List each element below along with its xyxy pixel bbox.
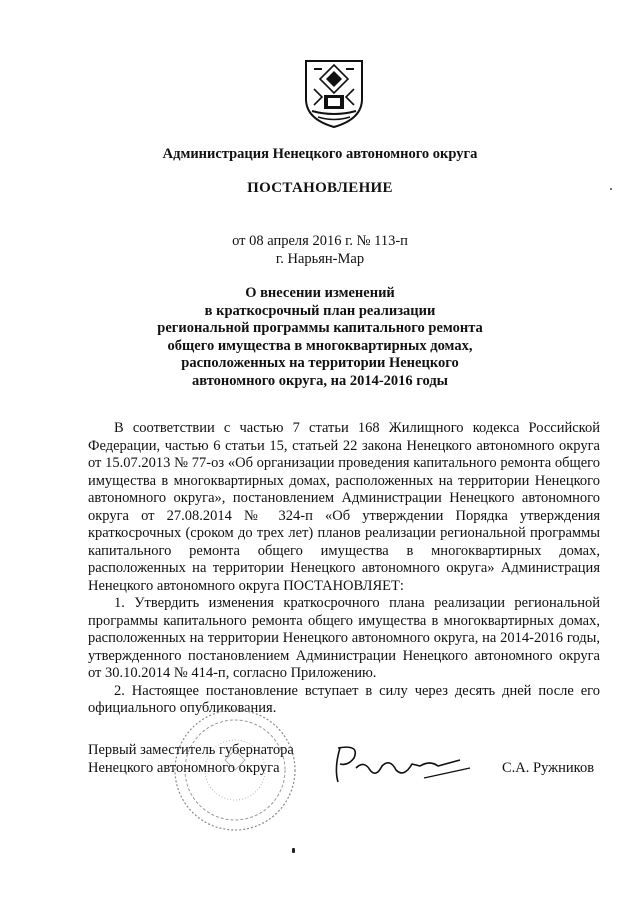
- title-line: расположенных на территории Ненецкого: [181, 355, 459, 371]
- title-line: автономного округа, на 2014-2016 годы: [191, 372, 448, 389]
- signer-name: С.А. Ружников: [502, 760, 595, 776]
- document-type: ПОСТАНОВЛЕНИЕ: [247, 180, 393, 196]
- place-line: г. Нарьян-Мар: [275, 251, 365, 267]
- date-number-block: [0, 232, 640, 268]
- title-line: региональной программы капитального ремонта: [157, 320, 483, 336]
- scan-mark: [292, 848, 295, 853]
- title-line: О внесении изменений: [245, 285, 395, 301]
- signer-position: [88, 742, 294, 777]
- date-number-line: от 08 апреля 2016 г. № 113-п: [232, 233, 408, 249]
- document-title: [150, 285, 490, 390]
- title-line: в краткосрочный план реализации: [204, 302, 436, 319]
- clause-paragraph: 2. Настоящее постановление вступает в силу через десять дней после его официального опубликования.: [88, 682, 600, 716]
- title-line: общего имущества в многоквартирных домах,: [167, 337, 473, 354]
- signer-position-line: Первый заместитель губернатора: [88, 742, 294, 758]
- preamble-paragraph: В соответствии с частью 7 статьи 168 Жилищного кодекса Российской Федерации, частью 6 статьи 15, статьей 22 закона Ненецкого автономного округа от 15.07.2013 № 77-оз «Об организации проведения капитального ремонта общего имущества в многоквартирных домах, расположенных на территории Ненецкого автономного округа», постановлением Администрации Ненецкого автономного округа от 27.08.2014 № 324-п «Об утверждении Порядка утверждения краткосрочных (сроком до трех лет) планов реализации региональной программы капитального ремонта общего имущества в многоквартирных домах, расположенных на территории Ненецкого автономного округа» Администрация Ненецкого автономного округа ПОСТАНОВЛЯЕТ:: [88, 420, 600, 594]
- handwritten-signature: [320, 738, 480, 788]
- scan-mark: [610, 188, 612, 190]
- signer-position-line: Ненецкого автономного округа: [88, 759, 280, 776]
- organization-name: Администрация Ненецкого автономного округа: [162, 146, 478, 162]
- document-body: [88, 420, 600, 718]
- clause-paragraph: 1. Утвердить изменения краткосрочного плана реализации региональной программы капитального ремонта общего имущества в многоквартирных домах, расположенных на территории Ненецкого автономного округа, на 2014-2016 годы, утвержденного постановлением Администрации Ненецкого автономного округа от 30.10.2014 № 414-п, согласно Приложению.: [88, 595, 600, 681]
- coat-of-arms-icon: [302, 55, 366, 129]
